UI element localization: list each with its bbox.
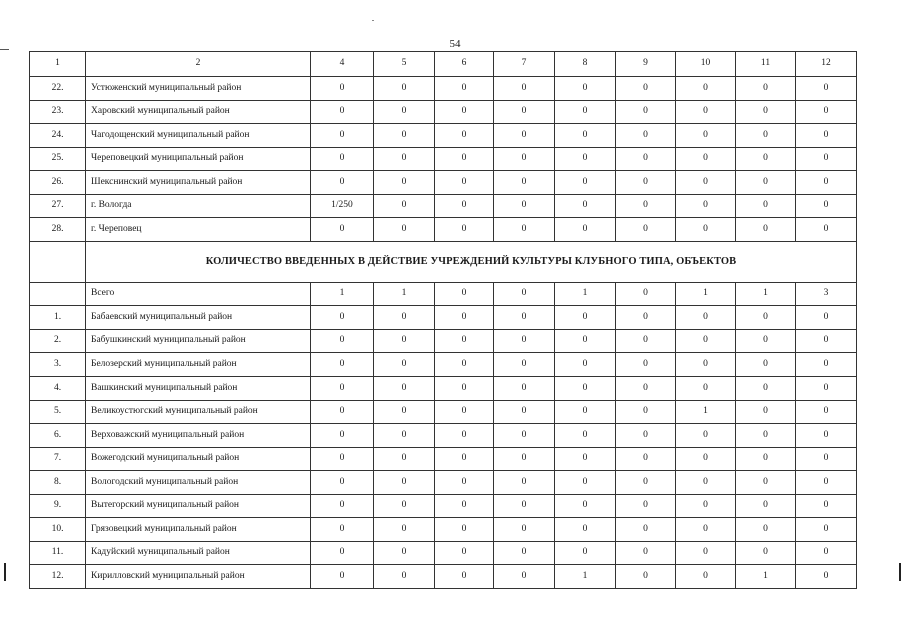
row-value: 0	[736, 100, 796, 124]
row-value: 0	[435, 77, 494, 101]
row-value: 0	[555, 77, 616, 101]
column-header: 12	[796, 52, 857, 77]
row-number: 3.	[30, 353, 86, 377]
row-value: 0	[374, 329, 435, 353]
row-value: 3	[796, 282, 857, 306]
row-value: 0	[311, 541, 374, 565]
row-value: 0	[435, 353, 494, 377]
row-value: 0	[435, 377, 494, 401]
row-value: 0	[311, 77, 374, 101]
row-value: 0	[676, 77, 736, 101]
row-value: 0	[676, 194, 736, 218]
row-value: 0	[676, 353, 736, 377]
row-value: 0	[676, 329, 736, 353]
row-value: 0	[796, 424, 857, 448]
row-value: 0	[796, 124, 857, 148]
row-value: 0	[616, 400, 676, 424]
row-value: 0	[494, 377, 555, 401]
row-value: 0	[736, 147, 796, 171]
row-value: 0	[555, 353, 616, 377]
table-row	[30, 100, 857, 124]
row-name: Кадуйский муниципальный район	[86, 541, 311, 565]
row-value: 0	[311, 377, 374, 401]
row-value: 0	[555, 124, 616, 148]
left-binding-mark	[4, 563, 6, 581]
row-value: 0	[494, 194, 555, 218]
row-value: 0	[796, 471, 857, 495]
row-value: 0	[494, 124, 555, 148]
row-value: 0	[616, 329, 676, 353]
row-value: 0	[435, 400, 494, 424]
row-value: 0	[555, 218, 616, 242]
table-row	[30, 565, 857, 589]
row-value: 0	[374, 147, 435, 171]
row-value: 1/250	[311, 194, 374, 218]
row-number: 26.	[30, 171, 86, 195]
row-value: 0	[494, 171, 555, 195]
row-value: 0	[494, 353, 555, 377]
row-value: 0	[616, 77, 676, 101]
row-value: 0	[555, 100, 616, 124]
row-value: 0	[616, 565, 676, 589]
row-value: 0	[616, 541, 676, 565]
row-value: 0	[796, 171, 857, 195]
row-value: 0	[435, 100, 494, 124]
row-value: 0	[555, 447, 616, 471]
row-value: 0	[494, 518, 555, 542]
row-number	[30, 282, 86, 306]
row-number: 2.	[30, 329, 86, 353]
row-value: 0	[374, 494, 435, 518]
header-row	[30, 52, 857, 77]
row-value: 0	[494, 147, 555, 171]
row-value: 0	[616, 147, 676, 171]
row-value: 0	[555, 329, 616, 353]
row-number: 4.	[30, 377, 86, 401]
row-value: 0	[736, 424, 796, 448]
row-value: 0	[555, 147, 616, 171]
statistics-table	[29, 51, 857, 589]
row-value: 0	[616, 424, 676, 448]
row-value: 0	[374, 518, 435, 542]
row-value: 0	[616, 100, 676, 124]
row-number: 12.	[30, 565, 86, 589]
row-value: 0	[435, 541, 494, 565]
row-value: 0	[676, 377, 736, 401]
row-value: 0	[435, 494, 494, 518]
row-value: 0	[736, 494, 796, 518]
row-value: 1	[736, 282, 796, 306]
row-value: 0	[676, 424, 736, 448]
row-value: 0	[676, 541, 736, 565]
row-name: Бабушкинский муниципальный район	[86, 329, 311, 353]
row-value: 0	[736, 377, 796, 401]
row-value: 0	[736, 218, 796, 242]
row-value: 0	[374, 124, 435, 148]
table-row	[30, 447, 857, 471]
row-value: 0	[311, 565, 374, 589]
row-value: 0	[736, 306, 796, 330]
table-row	[30, 171, 857, 195]
row-value: 0	[494, 218, 555, 242]
column-header: 2	[86, 52, 311, 77]
row-number: 8.	[30, 471, 86, 495]
row-value: 0	[736, 171, 796, 195]
row-value: 0	[676, 218, 736, 242]
row-value: 0	[374, 424, 435, 448]
row-value: 0	[736, 447, 796, 471]
row-value: 0	[494, 77, 555, 101]
row-value: 0	[555, 377, 616, 401]
row-name: Всего	[86, 282, 311, 306]
row-value: 0	[311, 171, 374, 195]
row-value: 0	[311, 306, 374, 330]
row-value: 0	[435, 171, 494, 195]
row-value: 0	[796, 100, 857, 124]
row-value: 0	[494, 494, 555, 518]
row-name: Великоустюгский муниципальный район	[86, 400, 311, 424]
row-value: 0	[736, 518, 796, 542]
row-value: 0	[796, 565, 857, 589]
row-number: 27.	[30, 194, 86, 218]
row-value: 0	[736, 353, 796, 377]
row-name: Устюженский муниципальный район	[86, 77, 311, 101]
column-header: 8	[555, 52, 616, 77]
row-value: 0	[796, 518, 857, 542]
row-value: 0	[676, 147, 736, 171]
row-name: Чагодощенский муниципальный район	[86, 124, 311, 148]
row-value: 0	[311, 329, 374, 353]
row-value: 0	[374, 565, 435, 589]
row-value: 0	[374, 194, 435, 218]
row-value: 1	[555, 282, 616, 306]
row-number: 7.	[30, 447, 86, 471]
row-value: 0	[616, 353, 676, 377]
row-value: 0	[676, 124, 736, 148]
row-value: 0	[796, 494, 857, 518]
row-name: Вытегорский муниципальный район	[86, 494, 311, 518]
column-header: 10	[676, 52, 736, 77]
row-value: 0	[374, 471, 435, 495]
table-row	[30, 306, 857, 330]
column-header: 5	[374, 52, 435, 77]
table-row	[30, 424, 857, 448]
row-value: 1	[555, 565, 616, 589]
row-value: 0	[616, 447, 676, 471]
row-number: 11.	[30, 541, 86, 565]
row-number: 1.	[30, 306, 86, 330]
table-row	[30, 329, 857, 353]
row-name: Шекснинский муниципальный район	[86, 171, 311, 195]
row-value: 0	[736, 329, 796, 353]
row-value: 0	[616, 194, 676, 218]
row-number: 5.	[30, 400, 86, 424]
row-value: 0	[676, 100, 736, 124]
row-value: 0	[676, 471, 736, 495]
row-number: 9.	[30, 494, 86, 518]
row-value: 0	[494, 471, 555, 495]
row-value: 0	[311, 124, 374, 148]
row-name: Белозерский муниципальный район	[86, 353, 311, 377]
row-value: 0	[555, 194, 616, 218]
row-value: 0	[796, 147, 857, 171]
row-value: 0	[555, 171, 616, 195]
table-row	[30, 282, 857, 306]
row-value: 0	[374, 218, 435, 242]
row-number: 24.	[30, 124, 86, 148]
row-value: 0	[494, 329, 555, 353]
row-value: 0	[796, 377, 857, 401]
row-value: 0	[435, 329, 494, 353]
row-number: 28.	[30, 218, 86, 242]
row-value: 0	[311, 147, 374, 171]
row-value: 0	[676, 306, 736, 330]
row-value: 0	[555, 541, 616, 565]
row-value: 0	[435, 471, 494, 495]
row-value: 0	[311, 447, 374, 471]
row-value: 0	[555, 400, 616, 424]
row-value: 0	[676, 565, 736, 589]
row-value: 0	[374, 171, 435, 195]
row-value: 0	[676, 518, 736, 542]
table-row	[30, 218, 857, 242]
row-name: г. Вологда	[86, 194, 311, 218]
row-value: 0	[616, 471, 676, 495]
row-name: г. Череповец	[86, 218, 311, 242]
row-value: 0	[796, 218, 857, 242]
row-value: 0	[796, 194, 857, 218]
page-number: 54	[449, 38, 461, 50]
table-row	[30, 194, 857, 218]
row-value: 0	[616, 306, 676, 330]
row-value: 0	[736, 471, 796, 495]
row-value: 0	[435, 447, 494, 471]
row-value: 0	[616, 171, 676, 195]
row-value: 0	[311, 471, 374, 495]
row-value: 0	[555, 494, 616, 518]
row-value: 0	[311, 100, 374, 124]
row-value: 0	[494, 447, 555, 471]
row-value: 0	[616, 377, 676, 401]
row-value: 1	[374, 282, 435, 306]
row-value: 0	[796, 353, 857, 377]
row-value: 0	[494, 424, 555, 448]
row-name: Череповецкий муниципальный район	[86, 147, 311, 171]
row-value: 0	[736, 77, 796, 101]
row-value: 1	[676, 282, 736, 306]
row-value: 0	[374, 353, 435, 377]
table-row	[30, 147, 857, 171]
row-value: 0	[311, 353, 374, 377]
row-value: 0	[736, 541, 796, 565]
table-row	[30, 541, 857, 565]
section-title: КОЛИЧЕСТВО ВВЕДЕННЫХ В ДЕЙСТВИЕ УЧРЕЖДЕНИЙ КУЛЬТУРЫ КЛУБНОГО ТИПА, ОБЪЕКТОВ	[86, 241, 857, 282]
row-value: 0	[555, 518, 616, 542]
row-number: 10.	[30, 518, 86, 542]
row-name: Верховажский муниципальный район	[86, 424, 311, 448]
row-name: Бабаевский муниципальный район	[86, 306, 311, 330]
row-value: 0	[374, 100, 435, 124]
table-row	[30, 377, 857, 401]
table-row	[30, 518, 857, 542]
row-value: 0	[796, 306, 857, 330]
row-value: 0	[435, 124, 494, 148]
row-value: 0	[796, 541, 857, 565]
table-row	[30, 400, 857, 424]
column-header: 7	[494, 52, 555, 77]
row-value: 0	[435, 194, 494, 218]
row-value: 0	[736, 124, 796, 148]
table-row	[30, 124, 857, 148]
row-value: 0	[374, 77, 435, 101]
row-value: 0	[374, 541, 435, 565]
row-value: 1	[736, 565, 796, 589]
row-value: 0	[374, 306, 435, 330]
section-row	[30, 241, 857, 282]
table-row	[30, 494, 857, 518]
column-header: 1	[30, 52, 86, 77]
row-number: 6.	[30, 424, 86, 448]
row-value: 0	[555, 306, 616, 330]
row-number: 25.	[30, 147, 86, 171]
column-header: 6	[435, 52, 494, 77]
left-margin-rule	[0, 49, 9, 50]
row-number: 22.	[30, 77, 86, 101]
row-value: 0	[311, 518, 374, 542]
row-value: 0	[494, 565, 555, 589]
row-value: 0	[796, 447, 857, 471]
row-value: 0	[676, 171, 736, 195]
table-row	[30, 471, 857, 495]
row-value: 0	[494, 100, 555, 124]
row-value: 0	[494, 400, 555, 424]
table-row	[30, 77, 857, 101]
column-header: 11	[736, 52, 796, 77]
right-binding-mark	[899, 563, 901, 581]
row-name: Харовский муниципальный район	[86, 100, 311, 124]
row-value: 0	[435, 147, 494, 171]
row-name: Вашкинский муниципальный район	[86, 377, 311, 401]
row-value: 0	[435, 306, 494, 330]
row-value: 0	[616, 124, 676, 148]
row-value: 0	[435, 218, 494, 242]
row-value: 0	[311, 218, 374, 242]
row-value: 0	[796, 400, 857, 424]
column-header: 9	[616, 52, 676, 77]
section-blank-cell	[30, 241, 86, 282]
row-value: 1	[311, 282, 374, 306]
row-value: 0	[616, 282, 676, 306]
row-value: 0	[736, 400, 796, 424]
row-value: 0	[494, 306, 555, 330]
row-value: 0	[374, 377, 435, 401]
row-value: 0	[494, 541, 555, 565]
row-value: 0	[435, 565, 494, 589]
row-value: 0	[555, 424, 616, 448]
row-value: 0	[676, 494, 736, 518]
row-value: 0	[616, 494, 676, 518]
row-value: 0	[796, 329, 857, 353]
row-value: 0	[796, 77, 857, 101]
row-value: 0	[311, 400, 374, 424]
row-name: Грязовецкий муниципальный район	[86, 518, 311, 542]
row-value: 0	[555, 471, 616, 495]
row-value: 0	[494, 282, 555, 306]
scan-speck	[372, 20, 374, 21]
row-value: 0	[374, 447, 435, 471]
row-value: 0	[435, 424, 494, 448]
row-name: Кирилловский муниципальный район	[86, 565, 311, 589]
row-value: 0	[435, 518, 494, 542]
row-value: 0	[616, 218, 676, 242]
row-value: 0	[676, 447, 736, 471]
column-header: 4	[311, 52, 374, 77]
row-number: 23.	[30, 100, 86, 124]
row-value: 0	[435, 282, 494, 306]
table-row	[30, 353, 857, 377]
row-value: 0	[311, 494, 374, 518]
row-value: 0	[311, 424, 374, 448]
row-value: 0	[736, 194, 796, 218]
row-value: 0	[616, 518, 676, 542]
row-value: 1	[676, 400, 736, 424]
row-value: 0	[374, 400, 435, 424]
row-name: Вожегодский муниципальный район	[86, 447, 311, 471]
row-name: Вологодский муниципальный район	[86, 471, 311, 495]
